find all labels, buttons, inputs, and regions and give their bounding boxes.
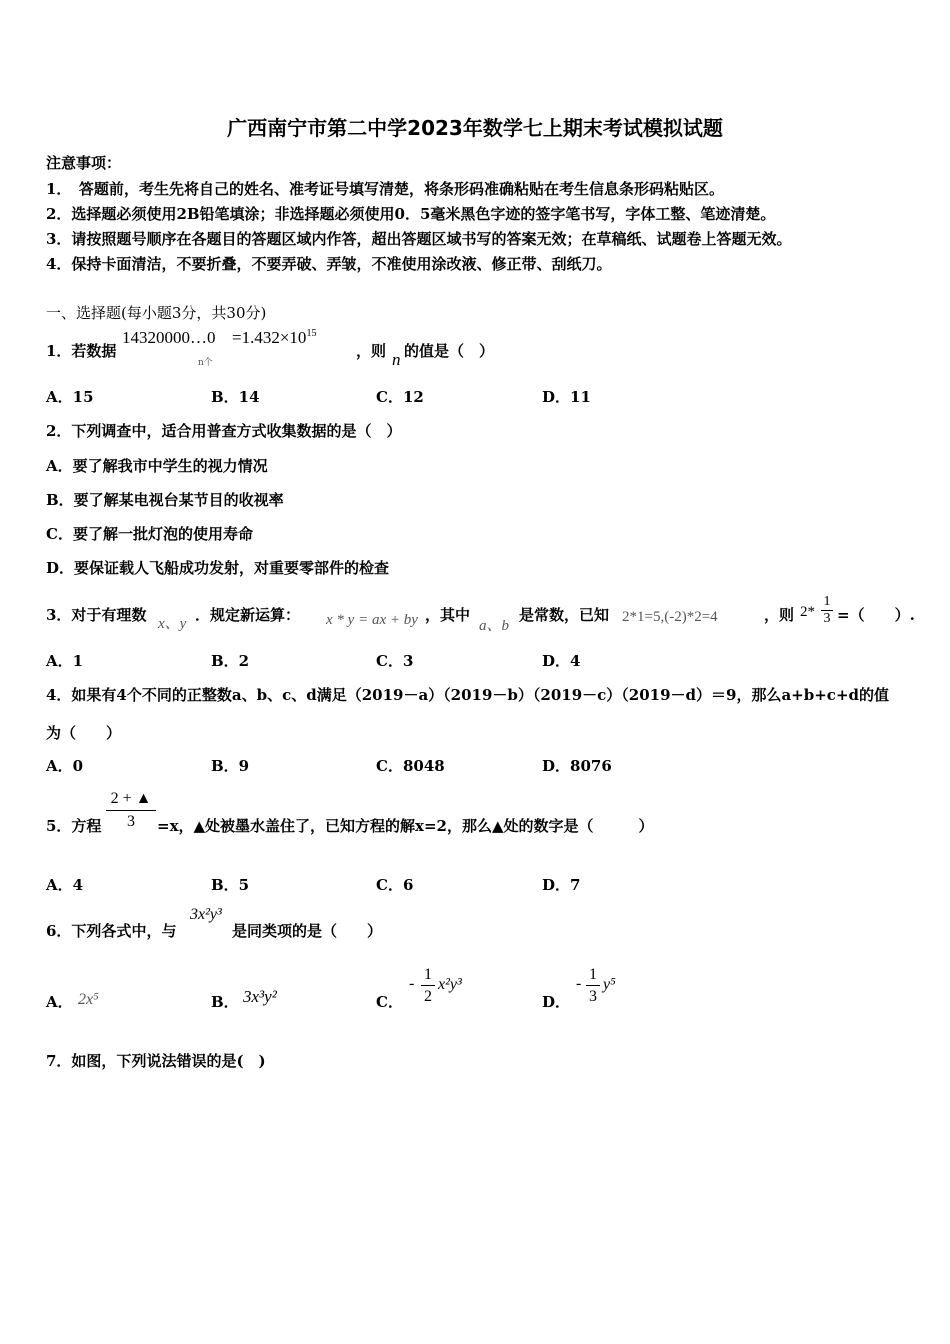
notice-item: 2．选择题必须使用2B铅笔填涂；非选择题必须使用0．5毫米黑色字迹的签字笔书写，字体工整、笔迹清楚。 — [46, 205, 776, 223]
q1-option-c: C．12 — [376, 388, 424, 406]
q3-part1: 3．对于有理数 — [46, 606, 147, 624]
q6-option-c-sign: - — [409, 975, 415, 992]
q6-option-b-label: B． — [211, 993, 239, 1011]
notice-heading: 注意事项： — [46, 154, 122, 172]
q3-option-a: A．1 — [46, 652, 84, 670]
q1-var: n — [392, 350, 401, 369]
q4-option-a: A．0 — [46, 757, 84, 775]
q3-option-c: C．3 — [376, 652, 414, 670]
q3-given: 2*1=5,(-2)*2=4 — [622, 609, 718, 625]
q6-option-d-rest: y⁵ — [603, 976, 616, 993]
q3-vars-xy: x、y — [158, 616, 187, 632]
q2-option-d: D．要保证载人飞船成功发射，对重要零部件的检查 — [46, 559, 390, 577]
q3-rule: x * y = ax + by — [326, 612, 418, 628]
q5-option-d: D．7 — [542, 876, 581, 894]
q4-line1: 4．如果有4个不同的正整数a、b、c、d满足（2019－a）（2019－b）（2019－c）（2019－d）＝9，那么a+b+c+d的值 — [46, 686, 889, 704]
notice-item: 1． 答题前，考生先将自己的姓名、准考证号填写清楚，将条形码准确粘贴在考生信息条形码粘贴区。 — [46, 180, 724, 198]
q1-option-d: D．11 — [542, 388, 591, 406]
q2-option-c: C．要了解一批灯泡的使用寿命 — [46, 525, 253, 543]
q5-option-b: B．5 — [211, 876, 250, 894]
q6-option-d-label: D． — [542, 993, 571, 1011]
q6-option-d-sign: - — [576, 975, 582, 992]
q3-part5: ，则 — [764, 606, 795, 624]
q2-option-a: A．要了解我市中学生的视力情况 — [46, 457, 268, 475]
q1-expr-left: 14320000…0 — [122, 328, 216, 347]
q2-option-b: B．要了解某电视台某节目的收视率 — [46, 491, 284, 509]
q5-option-c: C．6 — [376, 876, 414, 894]
q1-option-a: A．15 — [46, 388, 94, 406]
q7-stem: 7．如图，下列说法错误的是( ) — [46, 1052, 266, 1070]
notice-item: 3．请按照题号顺序在各题目的答题区域内作答，超出答题区域书写的答案无效；在草稿纸、试题卷上答题无效。 — [46, 230, 792, 248]
q6-suffix: 是同类项的是（ ） — [232, 922, 383, 940]
q3-option-d: D．4 — [542, 652, 581, 670]
q6-option-d-fraction: $\frac{1}{3}$ — [586, 964, 600, 1007]
q1-suffix: 的值是（ ） — [404, 342, 495, 360]
q3-option-b: B．2 — [211, 652, 250, 670]
q1-option-b: B．14 — [211, 388, 260, 406]
q3-part4: 是常数，已知 — [519, 606, 610, 624]
q6-term: 3x²y³ — [190, 906, 222, 923]
page-title: 广西南宁市第二中学2023年数学七上期末考试模拟试题 — [227, 116, 723, 140]
q6-option-b-expr: 3x³y² — [243, 987, 277, 1006]
q3-part3: ，其中 — [425, 606, 471, 624]
q6-option-a-expr: 2x⁵ — [78, 991, 99, 1008]
q1-prefix: 1．若数据 — [46, 342, 117, 360]
q6-option-c-rest: x²y³ — [438, 976, 462, 993]
q1-expr-under: n个 — [198, 358, 213, 368]
q3-vars-ab: a、b — [479, 618, 510, 634]
q5-fraction: $\frac{2 + ▲}{3}$ — [106, 788, 156, 833]
q5-prefix: 5．方程 — [46, 817, 102, 835]
q6-option-c-label: C． — [376, 993, 403, 1011]
q5-option-a: A．4 — [46, 876, 84, 894]
q1-expr-right: $=1.432\times 10^{15}$ — [232, 328, 317, 347]
notice-item: 4．保持卡面清洁，不要折叠，不要弄破、弄皱，不准使用涂改液、修正带、刮纸刀。 — [46, 255, 612, 273]
q3-ask-left: 2* — [800, 604, 815, 620]
q3-ask-right: =（ ）. — [837, 606, 915, 624]
q2-stem: 2．下列调查中，适合用普查方式收集数据的是（ ） — [46, 422, 402, 440]
q6-prefix: 6．下列各式中，与 — [46, 922, 177, 940]
q3-fraction: $\frac{1}{3}$ — [821, 594, 833, 627]
q5-rest: =x，▲处被墨水盖住了，已知方程的解x=2，那么▲处的数字是（ ） — [157, 817, 654, 835]
q4-option-c: C．8048 — [376, 757, 445, 775]
q3-part2: ．规定新运算： — [195, 606, 301, 624]
q4-option-d: D．8076 — [542, 757, 612, 775]
q4-line2: 为（ ） — [46, 724, 122, 742]
q4-option-b: B．9 — [211, 757, 250, 775]
q1-mid: ，则 — [356, 342, 387, 360]
section-heading: 一、选择题(每小题3分，共30分) — [46, 304, 267, 322]
q6-option-a-label: A． — [46, 993, 73, 1011]
q6-option-c-fraction: $\frac{1}{2}$ — [421, 964, 435, 1007]
